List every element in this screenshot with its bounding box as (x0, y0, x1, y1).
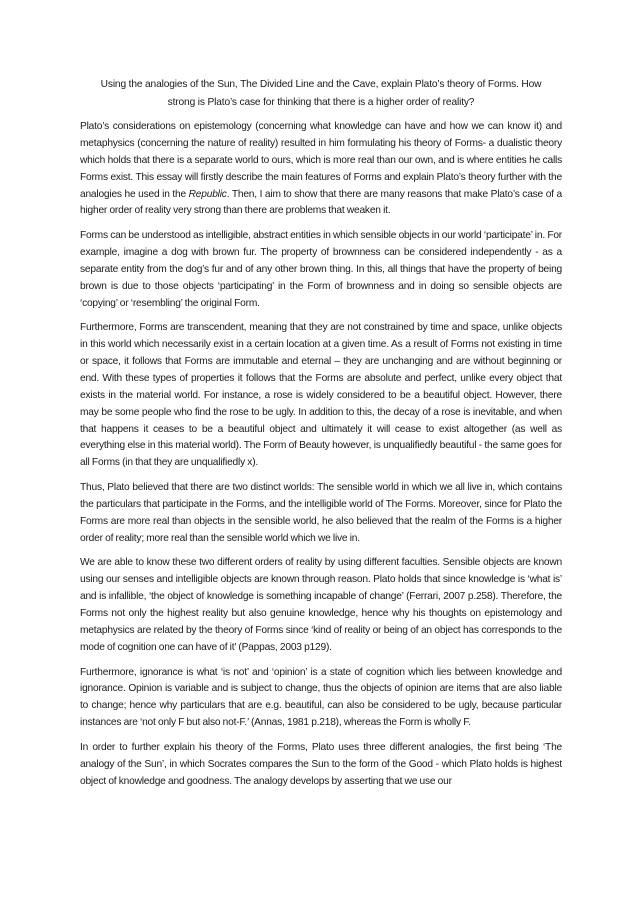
paragraph-7: In order to further explain his theory of the Forms, Plato uses three different analogies, the first being ‘The analogy of the Sun’, in which Socrates compares the Sun to the form of the Good - which Plato holds is highest object of knowledge and goodness. The analogy develops by asserting that we use our (80, 741, 562, 787)
title-line-1: Using the analogies of the Sun, The Divided Line and the Cave, explain Plato’s theory of Forms. How (100, 79, 542, 90)
paragraph-2: Forms can be understood as intelligible, abstract entities in which sensible objects in our world ‘participate’ in. For example, imagine a dog with brown fur. The property of brownness can be considered independently - as a separate entity from the dog’s fur and of any other brown thing. In this, all things that have the property of being brown is due to those objects ‘participating’ in the Form of brownness and in doing so sensible objects are ‘copying’ or ‘resembling’ the original Form. (80, 230, 562, 309)
paragraph-1 (80, 119, 562, 220)
paragraph-6: Furthermore, ignorance is what ‘is not’ and ‘opinion’ is a state of cognition which lies between knowledge and ignorance. Opinion is variable and is subject to change, thus the objects of opinion are items that are also liable to change; hence why particulars that are e.g. beautiful, can also be considered to be ugly, because particular instances are ‘not only F but also not-F.’ (Annas, 1981 p.218), whereas the Form is wholly F. (80, 666, 562, 729)
paragraph-1-part-a: Plato’s considerations on epistemology (concerning what knowledge can have and how we can know it) and metaphysics (concerning the nature of reality) resulted in him formulating his theory of Forms- a dualistic theory which holds that there is a separate world to ours, which is more real than our own, and is where entities he calls Forms exist. This essay will firstly describe the main features of Forms and explain Plato’s theory further with the analogies he used in the (80, 121, 562, 200)
paragraph-5: We are able to know these two different orders of reality by using different faculties. Sensible objects are known using our senses and intelligible objects are known through reason. Plato holds that since knowledge is ‘what is’ and is infallible, ‘the object of knowledge is something incapable of change’ (Ferrari, 2007 p.258). Therefore, the Forms not only the highest reality but also genuine knowledge, hence why his thoughts on epistemology and metaphysics are related by the theory of Forms since ‘kind of reality or being of an object has corresponds to the mode of cognition one can have of it’ (Pappas, 2003 p129). (80, 557, 562, 653)
title-line-2: strong is Plato’s case for thinking that there is a higher order of reality? (167, 96, 475, 108)
paragraph-1-part-b: . Then, I aim to show that there are many reasons that make Plato’s case of a higher order of reality very strong than there are problems that weaken it. (80, 188, 562, 217)
paragraph-3: Furthermore, Forms are transcendent, meaning that they are not constrained by time and space, unlike objects in this world which necessarily exist in a certain location at a given time. As a result of Forms not existing in time or space, it follows that Forms are immutable and eternal – they are unchanging and are without beginning or end. With these types of properties it follows that the Forms are absolute and perfect, unlike every object that exists in the material world. For instance, a rose is widely considered to be a beautiful object. However, there may be some people who find the rose to be ugly. In addition to this, the decay of a rose is inevitable, and when that happens it ceases to be a beautiful object and ultimately it will cease to exist altogether (as well as everything else in this material world). The Form of Beauty however, is unqualifiedly beautiful - the same goes for all Forms (in that they are unqualifiedly x). (80, 322, 562, 469)
paragraph-4: Thus, Plato believed that there are two distinct worlds: The sensible world in which we all live in, which contains the particulars that participate in the Forms, and the intelligible world of The Forms. Moreover, since for Plato the Forms are more real than objects in the sensible world, he also believed that the realm of the Forms is a higher order of reality; more real than the sensible world which we live in. (80, 482, 562, 544)
republic-italic: Republic (188, 188, 227, 200)
essay-title (80, 76, 562, 111)
